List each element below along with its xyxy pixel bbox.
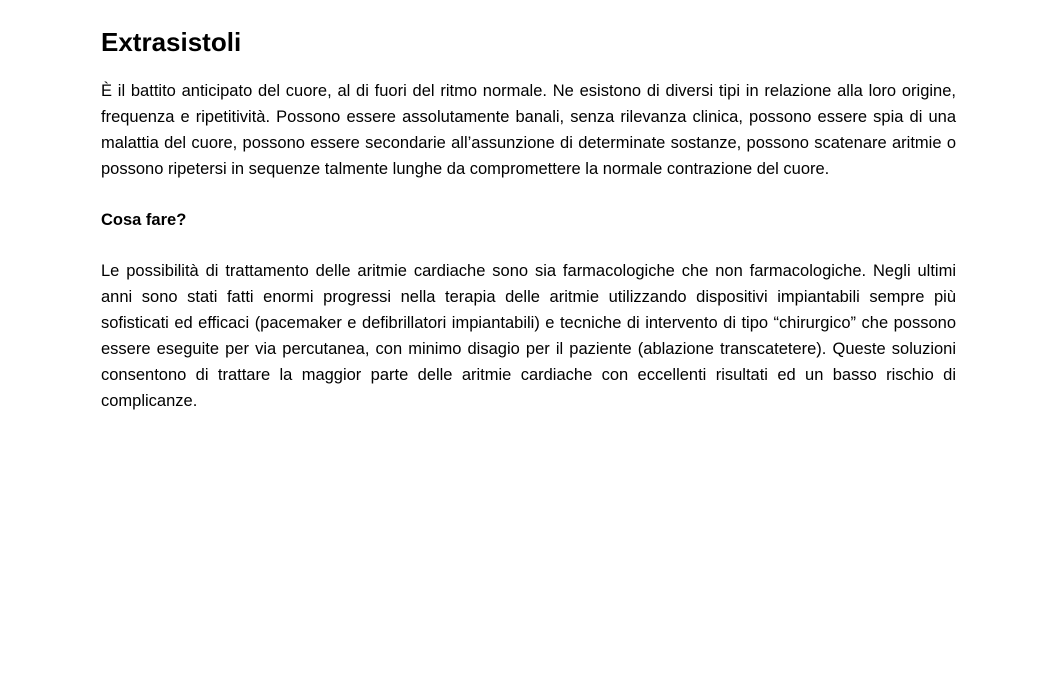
document-page bbox=[101, 24, 956, 414]
section-heading: Cosa fare? bbox=[101, 211, 187, 229]
intro-paragraph: È il battito anticipato del cuore, al di fuori del ritmo normale. Ne esistono di diversi tipi in relazione alla loro origine, frequenza e ripetitività. Possono essere assolutamente banali, senza rilevanza clinica, possono essere spia di una malattia del cuore, possono essere secondarie all’assunzione di determinate sostanze, possono scatenare aritmie o possono ripetersi in sequenze talmente lunghe da compromettere la normale contrazione del cuore. bbox=[101, 82, 956, 178]
document-title: Extrasistoli bbox=[101, 27, 242, 57]
section-paragraph: Le possibilità di trattamento delle aritmie cardiache sono sia farmacologiche che non farmacologiche. Negli ultimi anni sono stati fatti enormi progressi nella terapia delle aritmie utilizzando dispositivi impiantabili sempre più sofisticati ed efficaci (pacemaker e defibrillatori impiantabili) e tecniche di intervento di tipo “chirurgico” che possono essere eseguite per via percutanea, con minimo disagio per il paziente (ablazione transcatetere). Queste soluzioni consentono di trattare la maggior parte delle aritmie cardiache con eccellenti risultati ed un basso rischio di complicanze. bbox=[101, 262, 956, 410]
